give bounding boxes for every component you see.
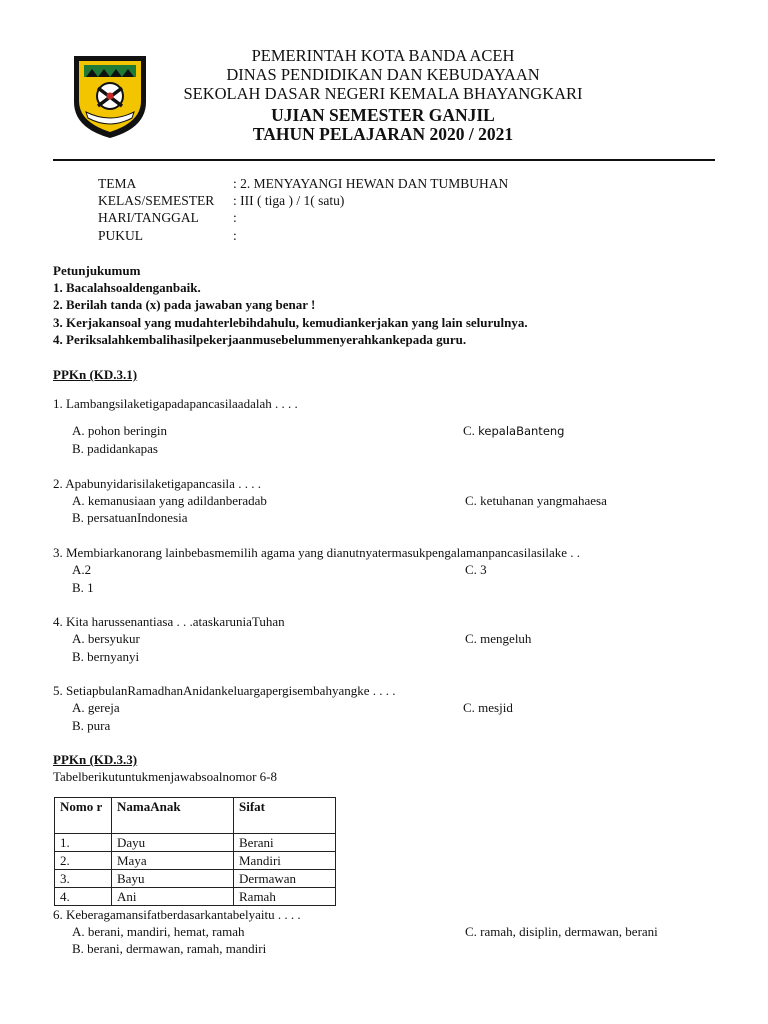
table-row	[55, 870, 336, 888]
question-2-option-a: A. kemanusiaan yang adildanberadab	[72, 493, 267, 508]
school-logo	[70, 50, 150, 140]
info-value-hari: :	[233, 210, 237, 225]
table-cell: 4.	[55, 888, 112, 906]
question-4-option-c: C. mengeluh	[465, 631, 532, 646]
question-2-option-b: B. persatuanIndonesia	[72, 510, 188, 525]
header-line-government: PEMERINTAH KOTA BANDA ACEH	[251, 46, 515, 65]
table-cell: 1.	[55, 834, 112, 852]
table-header-row	[55, 798, 336, 834]
table-row	[55, 834, 336, 852]
question-2-option-c: C. ketuhanan yangmahaesa	[465, 493, 607, 508]
section-heading-ppkn-3-1: PPKn (KD.3.1)	[53, 367, 138, 382]
question-5-option-a: A. gereja	[72, 700, 120, 715]
table-cell: Bayu	[112, 870, 234, 888]
table-cell: Dermawan	[234, 870, 336, 888]
table-cell: Mandiri	[234, 852, 336, 870]
instruction-item: 4. Periksalahkembalihasilpekerjaanmusebelummenyerahkankepada guru.	[53, 332, 467, 347]
table-cell: 2.	[55, 852, 112, 870]
info-label-pukul: PUKUL	[98, 228, 144, 243]
header-line-department: DINAS PENDIDIKAN DAN KEBUDAYAAN	[226, 65, 540, 84]
question-3-option-c: C. 3	[465, 562, 487, 577]
section-heading-ppkn-3-3: PPKn (KD.3.3)	[53, 752, 138, 767]
option-c-text: kepalaBanteng	[478, 424, 565, 438]
table-cell: Maya	[112, 852, 234, 870]
question-1-option-c	[463, 423, 564, 439]
info-value-pukul: :	[233, 228, 237, 243]
table-cell: Ramah	[234, 888, 336, 906]
info-label-hari: HARI/TANGGAL	[98, 210, 199, 225]
question-1: 1. Lambangsilaketigapadapancasilaadalah . . . .	[53, 396, 298, 411]
question-5-option-c: C. mesjid	[463, 700, 513, 715]
info-label-tema: TEMA	[98, 176, 137, 191]
header-line-year: TAHUN PELAJARAN 2020 / 2021	[252, 124, 514, 144]
question-3-option-b: B. 1	[72, 580, 94, 595]
info-label-kelas: KELAS/SEMESTER	[98, 193, 215, 208]
table-row	[55, 888, 336, 906]
option-c-prefix: C.	[463, 423, 479, 438]
question-6-option-b: B. berani, dermawan, ramah, mandiri	[72, 941, 267, 956]
table-header-nomor: Nomo r	[55, 798, 112, 834]
instructions-title: Petunjukumum	[53, 263, 141, 278]
table-header-nama: NamaAnak	[112, 798, 234, 834]
header-divider	[53, 159, 715, 161]
table-cell: Berani	[234, 834, 336, 852]
question-3: 3. Membiarkanorang lainbebasmemilih agama yang dianutnyatermasukpengalamanpancasilasilake . .	[53, 545, 581, 560]
instruction-item: 3. Kerjakansoal yang mudahterlebihdahulu, kemudiankerjakan yang lain selurulnya.	[53, 315, 528, 330]
table-row	[55, 852, 336, 870]
instruction-item: 1. Bacalahsoaldenganbaik.	[53, 280, 201, 295]
question-6-option-c: C. ramah, disiplin, dermawan, berani	[465, 924, 658, 939]
student-traits-table	[54, 797, 336, 906]
instruction-item: 2. Berilah tanda (x) pada jawaban yang benar !	[53, 297, 316, 312]
question-4-option-a: A. bersyukur	[72, 631, 140, 646]
info-value-tema: : 2. MENYAYANGI HEWAN DAN TUMBUHAN	[233, 176, 509, 191]
question-1-option-a: A. pohon beringin	[72, 423, 167, 438]
question-2: 2. Apabunyidarisilaketigapancasila . . . .	[53, 476, 261, 491]
header-line-school: SEKOLAH DASAR NEGERI KEMALA BHAYANGKARI	[183, 84, 583, 103]
table-header-sifat: Sifat	[234, 798, 336, 834]
table-cell: Dayu	[112, 834, 234, 852]
question-5: 5. SetiapbulanRamadhanAnidankeluargapergisembahyangke . . . .	[53, 683, 396, 698]
banda-aceh-emblem-icon	[70, 50, 150, 140]
question-1-option-b: B. padidankapas	[72, 441, 158, 456]
info-value-kelas: : III ( tiga ) / 1( satu)	[233, 193, 345, 208]
question-5-option-b: B. pura	[72, 718, 111, 733]
question-6-option-a: A. berani, mandiri, hemat, ramah	[72, 924, 245, 939]
question-3-option-a: A.2	[72, 562, 92, 577]
question-6: 6. Keberagamansifatberdasarkantabelyaitu . . . .	[53, 907, 301, 922]
header-line-exam: UJIAN SEMESTER GANJIL	[271, 105, 495, 125]
table-cell: 3.	[55, 870, 112, 888]
question-4: 4. Kita harussenantiasa . . .ataskaruniaTuhan	[53, 614, 285, 629]
table-intro: Tabelberikutuntukmenjawabsoalnomor 6-8	[53, 769, 278, 784]
table-cell: Ani	[112, 888, 234, 906]
question-4-option-b: B. bernyanyi	[72, 649, 140, 664]
